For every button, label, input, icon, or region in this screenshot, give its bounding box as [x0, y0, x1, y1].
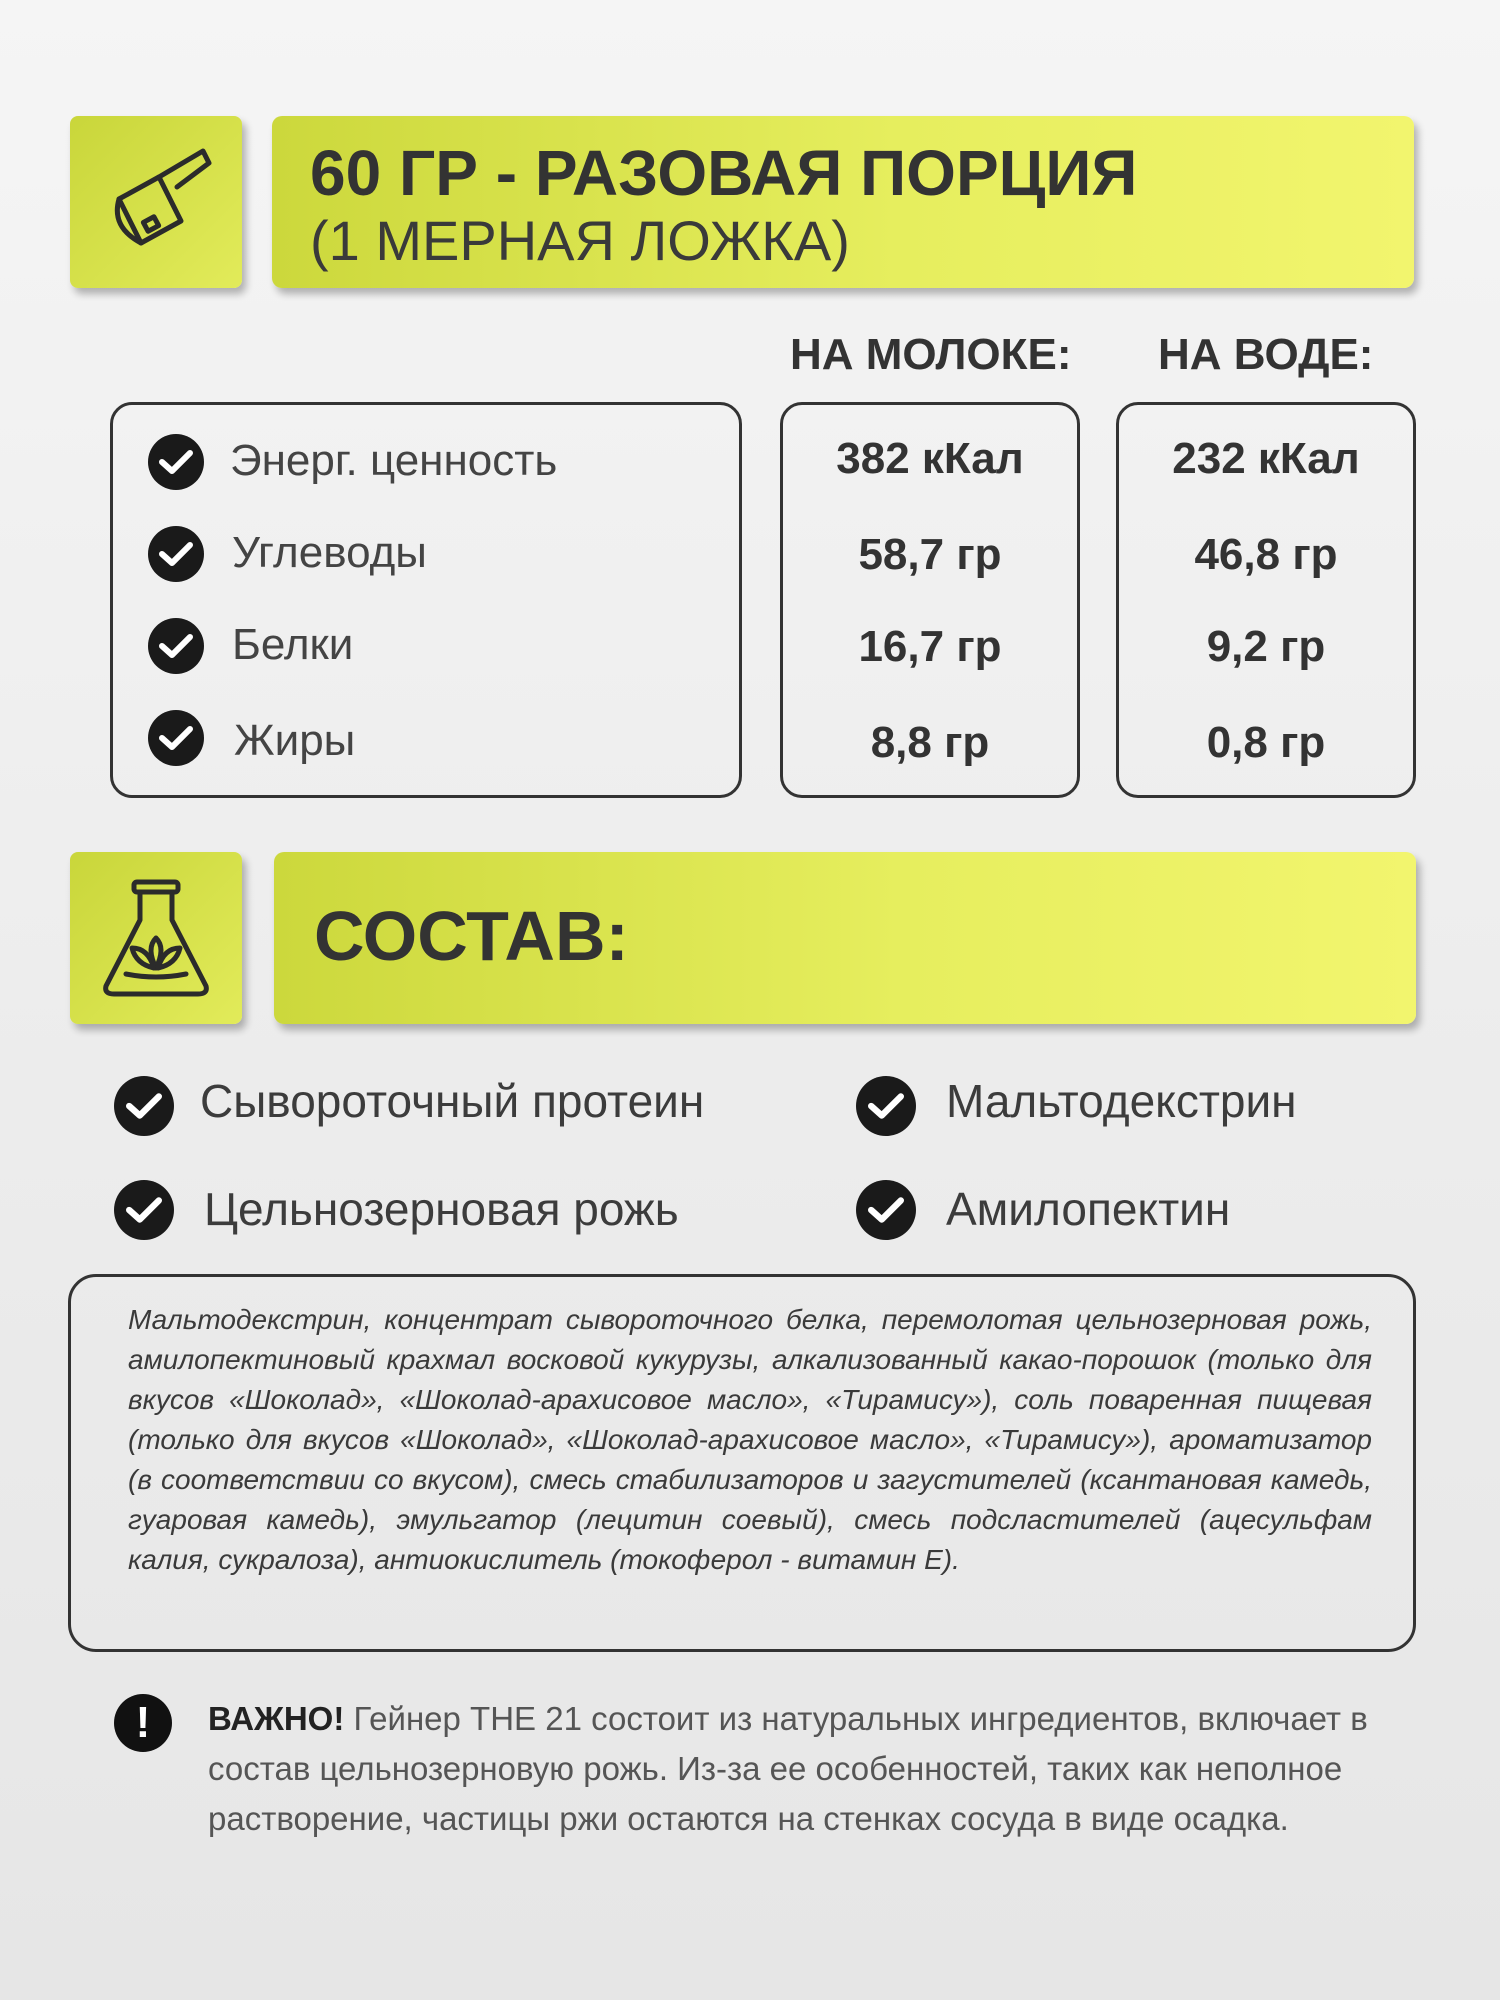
ingredient-item: Амилопектин	[946, 1183, 1231, 1235]
flask-icon-box	[70, 852, 242, 1024]
exclamation-icon: !	[114, 1694, 172, 1752]
check-icon	[114, 1076, 174, 1136]
composition-banner	[274, 852, 1416, 1024]
composition-title: СОСТАВ:	[314, 897, 629, 975]
check-icon	[856, 1076, 916, 1136]
milk-column-header: НА МОЛОКЕ:	[790, 330, 1072, 379]
check-icon	[148, 710, 204, 766]
milk-value: 382 кКал	[836, 434, 1024, 483]
check-icon	[148, 434, 204, 490]
water-value: 9,2 гр	[1206, 622, 1326, 671]
check-icon	[148, 618, 204, 674]
ingredient-item: Цельнозерновая рожь	[204, 1183, 679, 1235]
ingredient-item: Мальтодекстрин	[946, 1075, 1297, 1127]
milk-value: 58,7 гр	[858, 530, 1002, 579]
check-icon	[114, 1180, 174, 1240]
check-icon	[856, 1180, 916, 1240]
scoop-icon	[91, 137, 221, 267]
serving-title: 60 ГР - РАЗОВАЯ ПОРЦИЯ	[310, 137, 1138, 209]
water-value: 46,8 гр	[1194, 530, 1338, 579]
warning-label: ВАЖНО!	[208, 1700, 345, 1737]
water-value: 232 кКал	[1172, 434, 1360, 483]
warning-body: Гейнер THE 21 состоит из натуральных ингредиентов, включает в состав цельнозерновую рожь. Из-за ее особенностей, таких как неполное растворение, частицы ржи остаются на стенках сосуда в виде осадка.	[208, 1700, 1368, 1837]
serving-subtitle: (1 МЕРНАЯ ЛОЖКА)	[310, 209, 850, 272]
flask-leaf-icon	[96, 876, 216, 1000]
nutrient-label: Белки	[232, 620, 354, 669]
serving-banner	[272, 116, 1414, 288]
nutrient-label: Углеводы	[232, 528, 427, 577]
nutrient-label: Энерг. ценность	[230, 436, 558, 485]
milk-value: 16,7 гр	[858, 622, 1002, 671]
nutrient-label: Жиры	[234, 716, 356, 765]
check-icon	[148, 526, 204, 582]
ingredient-item: Сывороточный протеин	[200, 1075, 705, 1127]
composition-full-text: Мальтодекстрин, концентрат сывороточного белка, перемолотая цельнозерновая рожь, амилопектиновый крахмал восковой кукурузы, алкализованный какао-порошок (только для вкусов «Шоколад», «Шоколад-арахисовое масло», «Тирамису»), соль поваренная пищевая (только для вкусов «Шоколад», «Шоколад-арахисовое масло», «Тирамису»), ароматизатор (в соответствии со вкусом), смесь стабилизаторов и загустителей (ксантановая камедь, гуаровая камедь), эмульгатор (лецитин соевый), смесь подсластителей (ацесульфам калия, сукралоза), антиокислитель (токоферол - витамин Е).	[128, 1304, 1372, 1575]
water-value: 0,8 гр	[1206, 718, 1326, 767]
warning-text	[208, 1694, 1408, 1844]
milk-value: 8,8 гр	[870, 718, 990, 767]
water-column-header: НА ВОДЕ:	[1158, 330, 1374, 379]
scoop-icon-box	[70, 116, 242, 288]
